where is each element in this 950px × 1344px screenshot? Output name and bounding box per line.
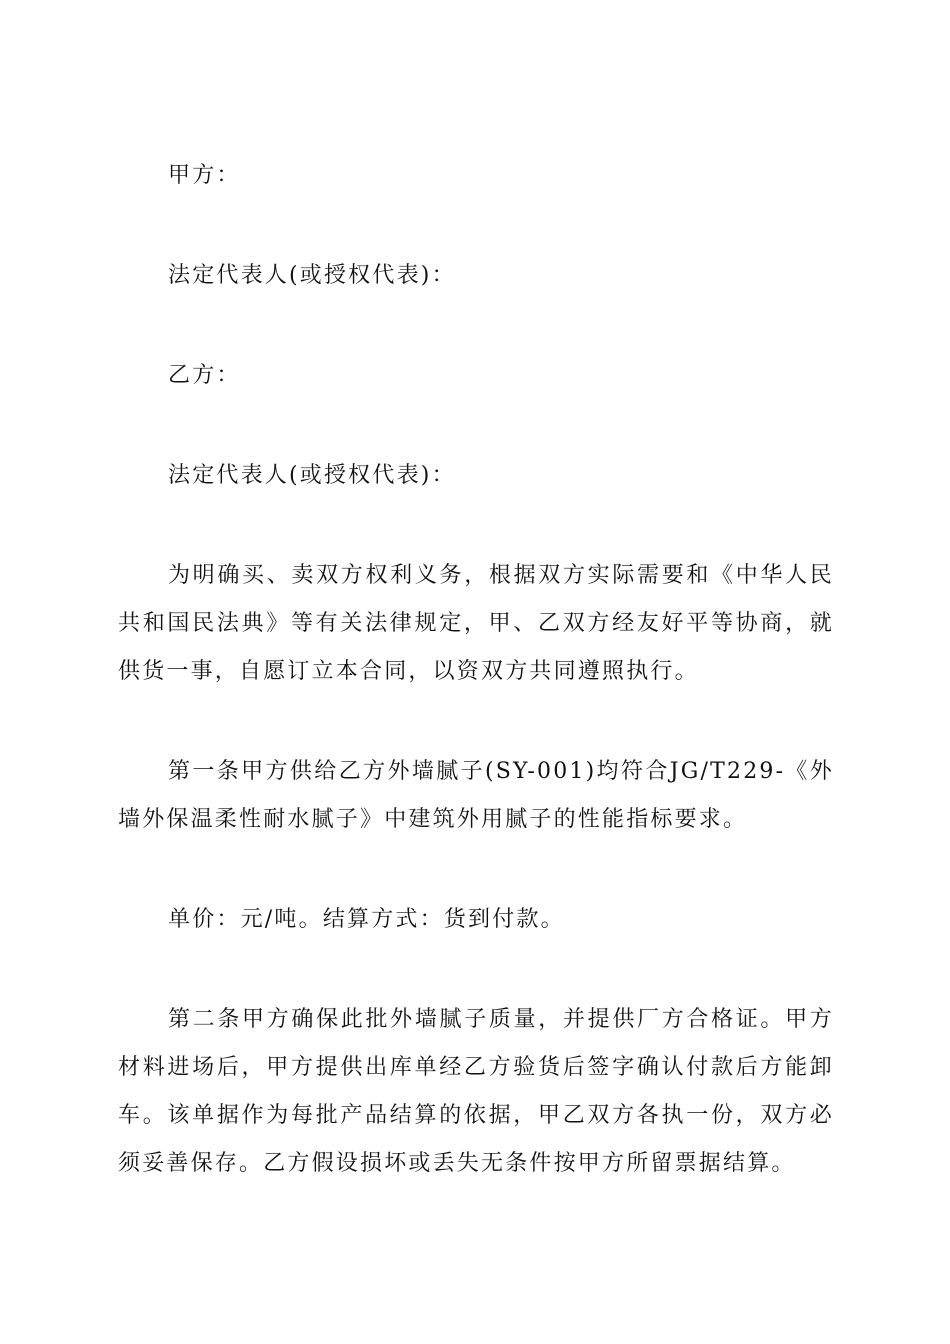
party-b-representative-line: 法定代表人(或授权代表)： [168, 463, 456, 488]
party-a-line: 甲方： [168, 163, 241, 188]
party-b-line: 乙方： [168, 363, 241, 388]
price-settlement-line: 单价：元/吨。结算方式：货到付款。 [168, 907, 565, 932]
preamble-paragraph: 为明确买、卖双方权利义务，根据双方实际需要和《中华人民共和国民法典》等有关法律规定，甲、乙双方经友好平等协商，就供货一事，自愿订立本合同，以资双方共同遵照执行。 [118, 563, 834, 684]
article-two-paragraph: 第二条甲方确保此批外墙腻子质量，并提供厂方合格证。甲方材料进场后，甲方提供出库单经乙方验货后签字确认付款后方能卸车。该单据作为每批产品结算的依据，甲乙双方各执一份，双方必须妥善保存。乙方假设损坏或丢失无条件按甲方所留票据结算。 [118, 1007, 834, 1176]
party-a-representative-line: 法定代表人(或授权代表)： [168, 263, 456, 288]
article-one-paragraph: 第一条甲方供给乙方外墙腻子(SY-001)均符合JG/T229-《外墙外保温柔性耐水腻子》中建筑外用腻子的性能指标要求。 [118, 759, 834, 832]
